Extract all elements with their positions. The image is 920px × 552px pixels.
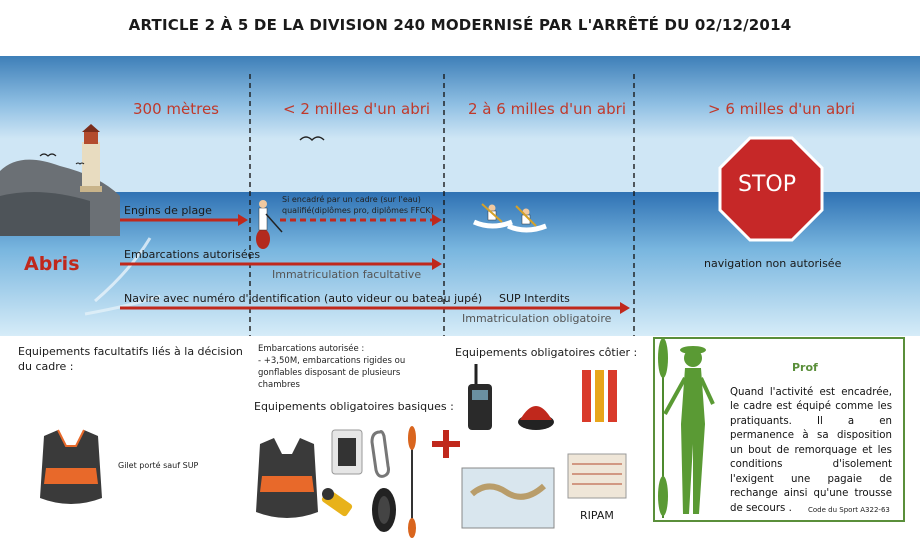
emb-autorisee-2: - +3,50M, embarcations rigides ou bbox=[258, 356, 406, 366]
stop-text: STOP bbox=[738, 172, 796, 197]
row-embarcations-label: Embarcations autorisées bbox=[124, 248, 261, 261]
life-vest-icon bbox=[256, 438, 318, 518]
compass-icon bbox=[518, 406, 554, 430]
basiques-label: Equipements obligatoires basiques : bbox=[254, 400, 454, 413]
ripam-label: RIPAM bbox=[580, 509, 614, 522]
sup-interdits-label: SUP Interdits bbox=[499, 292, 570, 305]
navigation-label: navigation non autorisée bbox=[704, 257, 842, 270]
zone-300m: 300 mètres bbox=[133, 100, 220, 118]
nautical-chart-icon bbox=[462, 468, 554, 528]
ripam-booklet-icon bbox=[568, 454, 626, 498]
row-cadre-line2: qualifié(diplômes pro, diplômes FFCK) bbox=[282, 206, 434, 215]
basic-equipment-icons bbox=[252, 426, 442, 538]
gilet-label: Gilet porté sauf SUP bbox=[118, 461, 199, 470]
flares-icon bbox=[582, 370, 617, 422]
vhf-radio-icon bbox=[468, 364, 492, 430]
rope-icon bbox=[372, 488, 396, 532]
flashlight-icon bbox=[321, 488, 354, 517]
row-navire-label: Navire avec numéro d'identification (auto videur ou bateau jupé) bbox=[124, 292, 483, 305]
zone-2-6-milles: 2 à 6 milles d'un abri bbox=[468, 100, 626, 118]
prof-text: Quand l'activité est encadrée, le cadre est équipé comme les pratiquants. Il a en permanence à sa disposition un bout de remorquage et les conditions d'isolement l'exigent une pagaie de rechange ainsi qu'une trousse de secours . bbox=[730, 387, 892, 514]
zone-6-milles: > 6 milles d'un abri bbox=[708, 100, 856, 118]
prof-reference: Code du Sport A322-63 bbox=[808, 506, 890, 514]
emb-autorisee-4: chambres bbox=[258, 380, 300, 390]
paddle-icon bbox=[408, 426, 416, 538]
page-title: ARTICLE 2 À 5 DE LA DIVISION 240 MODERNISÉ PAR L'ARRÊTÉ DU 02/12/2014 bbox=[128, 16, 792, 34]
immat-facultative-label: Immatriculation facultative bbox=[272, 268, 422, 281]
row-cadre-line1: Si encadré par un cadre (sur l'eau) bbox=[282, 195, 421, 204]
emb-autorisee-3: gonflables disposant de plusieurs bbox=[258, 368, 401, 378]
prof-title: Prof bbox=[792, 361, 818, 374]
life-vest-icon bbox=[36, 428, 106, 510]
cotier-label: Equipements obligatoires côtier : bbox=[455, 346, 638, 359]
abris-label: Abris bbox=[24, 253, 80, 275]
immat-obligatoire-label: Immatriculation obligatoire bbox=[462, 312, 612, 325]
carabiner-icon bbox=[372, 432, 389, 477]
equipements-facultatifs-label: Equipements facultatifs liés à la décision du cadre : bbox=[18, 345, 243, 374]
prof-figure-icon bbox=[655, 334, 725, 524]
row-plage-label: Engins de plage bbox=[124, 204, 212, 217]
emb-autorisee-1: Embarcations autorisée : bbox=[258, 344, 365, 354]
zone-2-milles: < 2 milles d'un abri bbox=[283, 100, 431, 118]
waterproof-pouch-icon bbox=[332, 430, 362, 474]
